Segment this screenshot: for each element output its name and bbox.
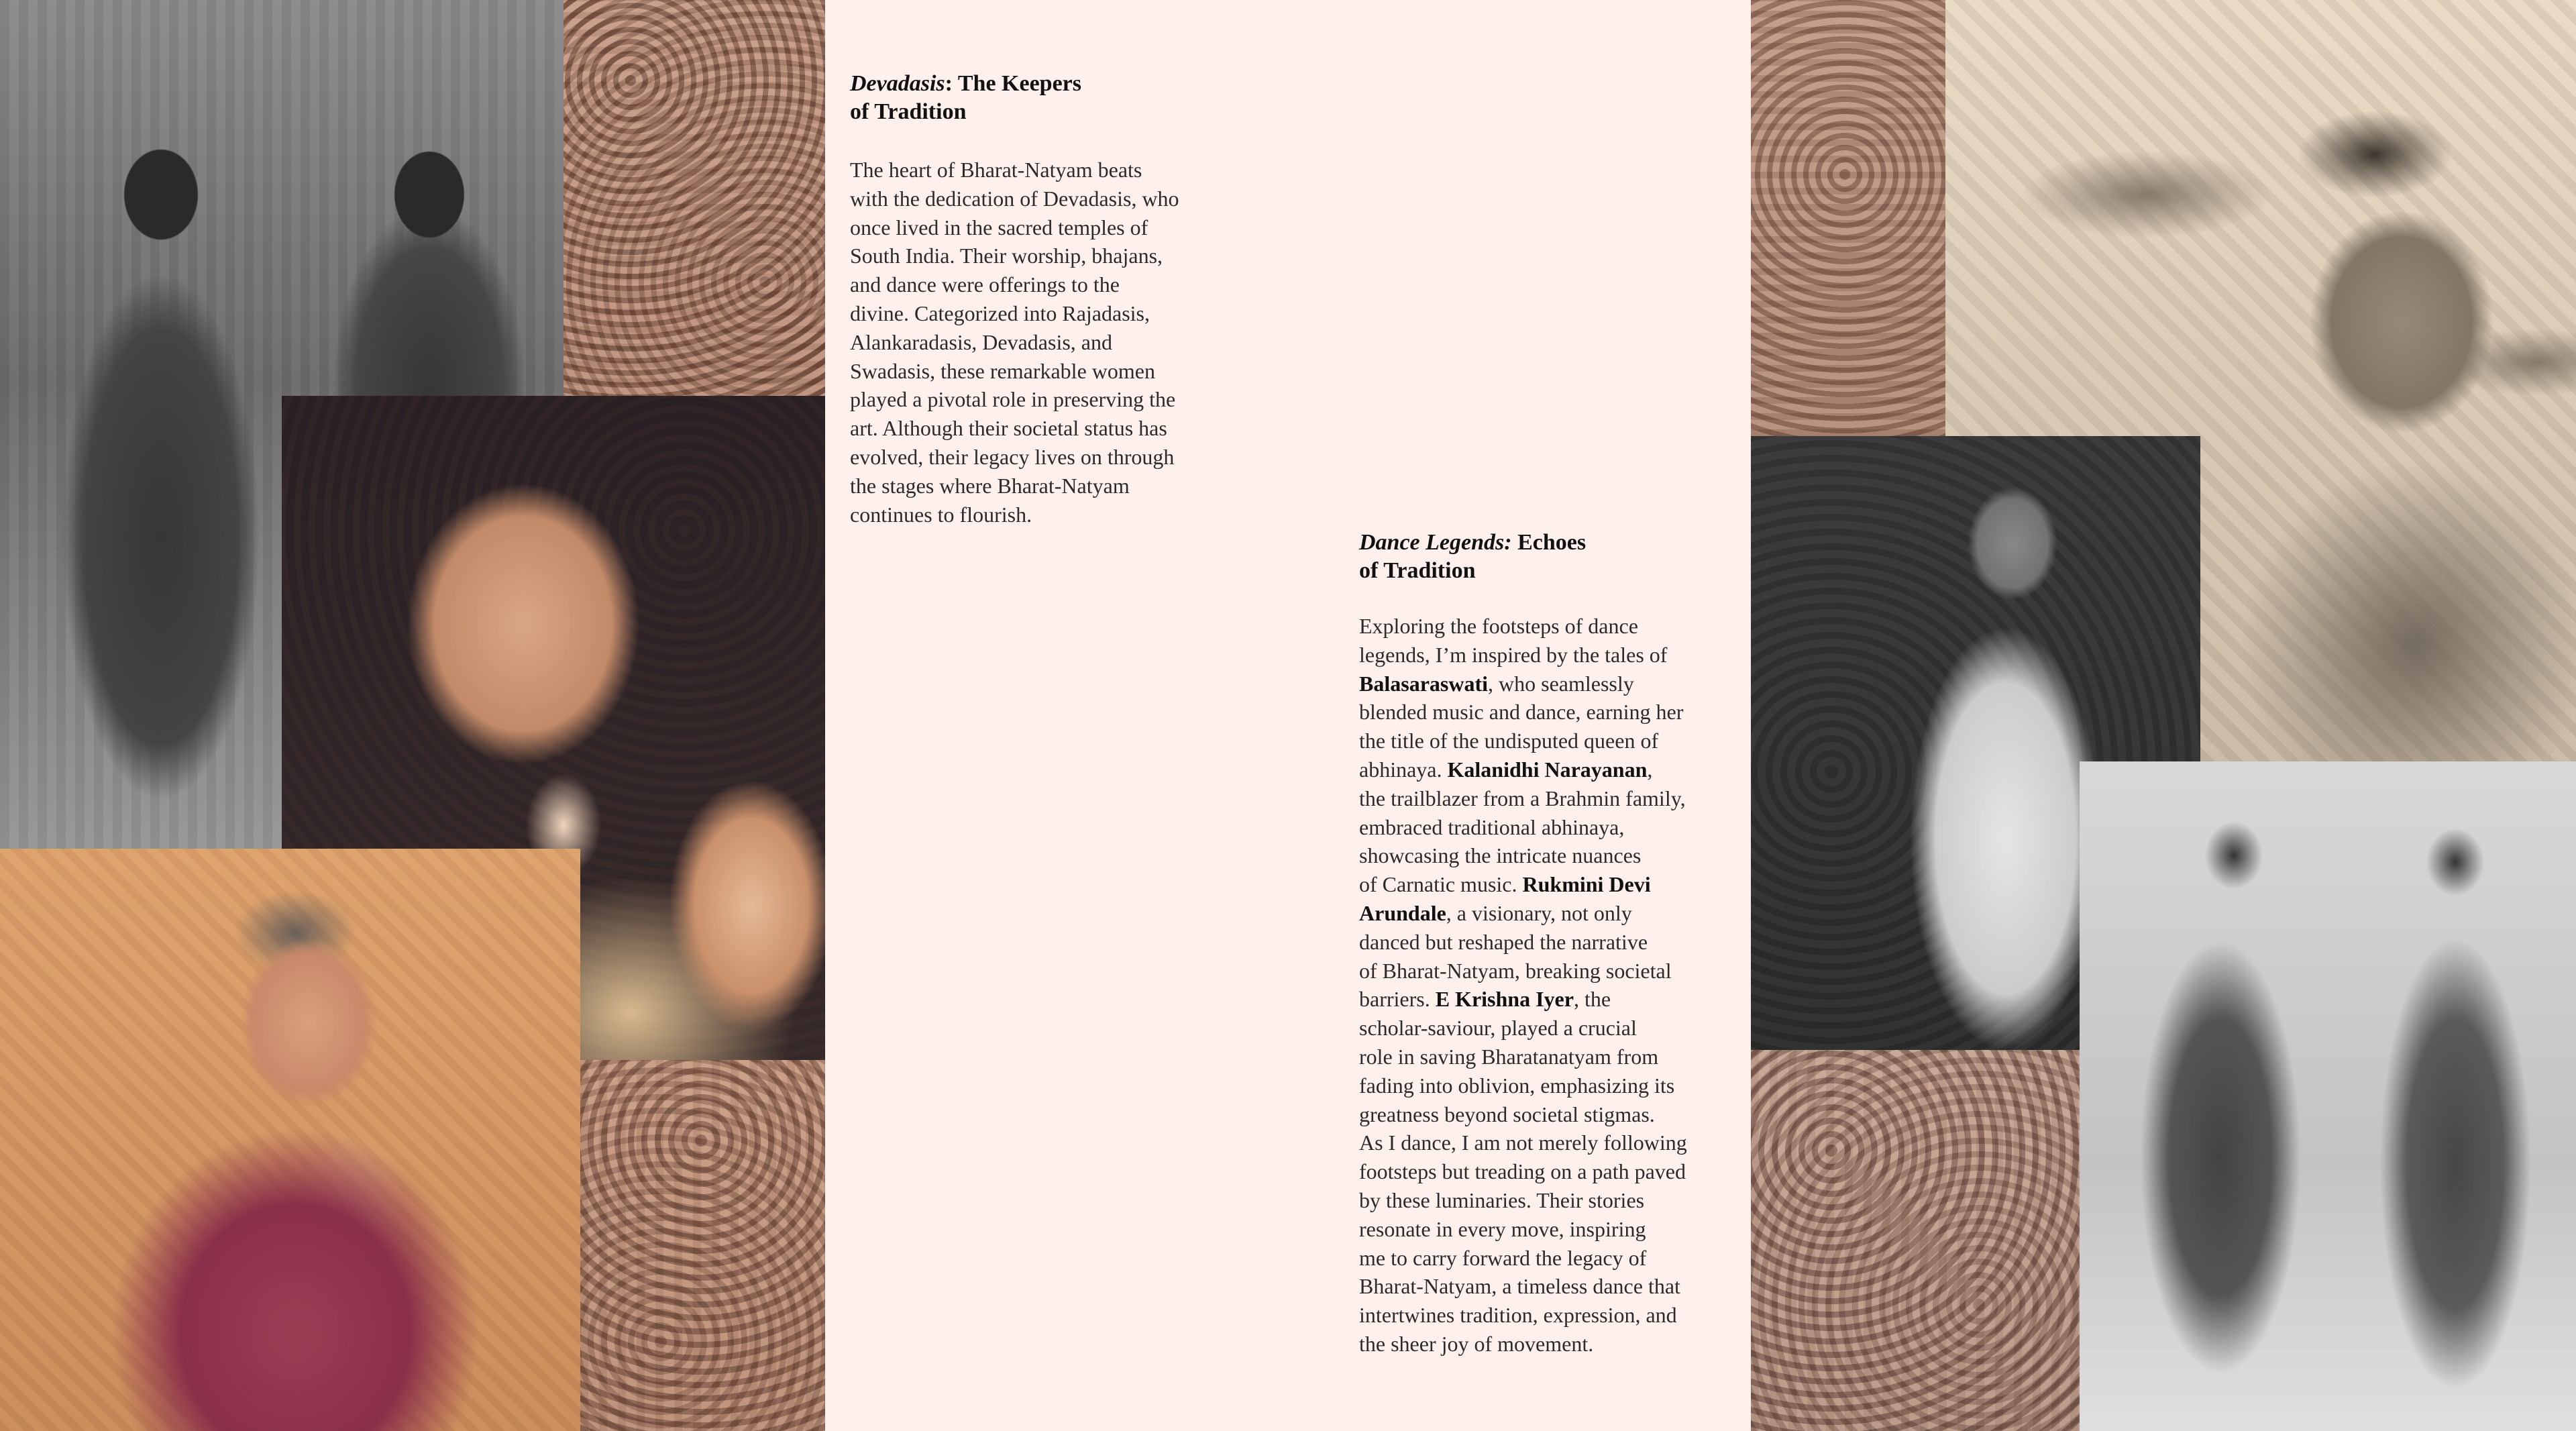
heading-italic: Dance Legends: <box>1359 530 1512 555</box>
paragraph-line: Alankaradasis, Devadasis, and <box>850 329 1112 354</box>
legend-name-arundale: Arundale <box>1359 900 1446 925</box>
paragraph-line <box>1359 899 1748 928</box>
paragraph-line: with the dedication of Devadasis, who <box>850 186 1179 211</box>
paragraph-line: the title of the undisputed queen of <box>1359 729 1659 753</box>
paragraph-line: the stages where Bharat-Natyam <box>850 473 1130 498</box>
elder-dancer-photo <box>0 849 580 1431</box>
devadasis-paragraph <box>850 156 1239 529</box>
heading-text: of Tradition <box>1359 558 1476 583</box>
paragraph-line <box>1359 985 1748 1014</box>
paragraph-line: scholar-saviour, played a crucial <box>1359 1016 1637 1041</box>
paragraph-line: me to carry forward the legacy of <box>1359 1245 1647 1270</box>
devadasis-heading <box>850 70 1199 126</box>
paragraph-line: of Bharat-Natyam, breaking societal <box>1359 958 1672 983</box>
paragraph-line: footsteps but treading on a path paved <box>1359 1159 1686 1184</box>
heading-text: of Tradition <box>850 99 967 124</box>
paragraph-line: The heart of Bharat-Natyam beats <box>850 158 1142 182</box>
paragraph-line: Exploring the footsteps of dance <box>1359 614 1638 638</box>
left-photo-collage <box>0 0 825 1431</box>
two-dancers-vintage-photo <box>2080 761 2576 1431</box>
legends-paragraph <box>1359 612 1748 1359</box>
legend-name-kalanidhi-narayanan: Kalanidhi Narayanan <box>1447 757 1648 782</box>
line-text: , a visionary, not only <box>1446 900 1632 925</box>
paragraph-line: continues to flourish. <box>850 502 1032 527</box>
paragraph-line: fading into oblivion, emphasizing its <box>1359 1073 1675 1098</box>
paragraph-line: blended music and dance, earning her <box>1359 700 1684 725</box>
paragraph-line: the sheer joy of movement. <box>1359 1331 1594 1356</box>
paragraph-line: Bharat-Natyam, a timeless dance that <box>1359 1274 1680 1299</box>
temple-carving-image <box>580 1060 825 1431</box>
line-text: , who seamlessly <box>1488 671 1634 696</box>
right-photo-collage <box>1751 0 2576 1431</box>
legend-name-rukmini-devi: Rukmini Devi <box>1522 872 1651 897</box>
paragraph-line <box>1359 870 1748 899</box>
paragraph-line: divine. Categorized into Rajadasis, <box>850 301 1150 325</box>
paragraph-line: by these luminaries. Their stories <box>1359 1187 1645 1212</box>
paragraph-line: greatness beyond societal stigmas. <box>1359 1102 1655 1126</box>
paragraph-line <box>1359 755 1748 784</box>
heading-italic: Devadasis <box>850 71 945 96</box>
paragraph-line <box>1359 670 1748 698</box>
temple-carving-image <box>1751 1050 2080 1431</box>
paragraph-line: evolved, their legacy lives on through <box>850 444 1175 469</box>
temple-carving-image <box>564 0 825 403</box>
line-text: abhinaya. <box>1359 757 1448 782</box>
temple-carving-image <box>1751 0 1945 436</box>
legends-heading <box>1359 529 1708 585</box>
line-text: of Carnatic music. <box>1359 872 1523 897</box>
paragraph-line: resonate in every move, inspiring <box>1359 1216 1646 1241</box>
paragraph-line: embraced traditional abhinaya, <box>1359 814 1625 839</box>
heading-text: Echoes <box>1511 530 1587 555</box>
paragraph-line: once lived in the sacred temples of <box>850 215 1148 240</box>
paragraph-line: showcasing the intricate nuances <box>1359 843 1642 868</box>
paragraph-line: danced but reshaped the narrative <box>1359 929 1648 954</box>
legend-name-e-krishna-iyer: E Krishna Iyer <box>1435 987 1574 1012</box>
paragraph-line: played a pivotal role in preserving the <box>850 387 1176 412</box>
paragraph-line: role in saving Bharatanatyam from <box>1359 1044 1659 1069</box>
paragraph-line: Swadasis, these remarkable women <box>850 358 1155 383</box>
line-text: , <box>1647 757 1653 782</box>
paragraph-line: and dance were offerings to the <box>850 272 1120 297</box>
heading-text: : The Keepers <box>945 71 1081 96</box>
line-text: , the <box>1573 987 1611 1012</box>
paragraph-line: the trailblazer from a Brahmin family, <box>1359 786 1686 810</box>
paragraph-line: art. Although their societal status has <box>850 416 1167 441</box>
paragraph-line: South India. Their worship, bhajans, <box>850 244 1163 268</box>
paragraph-line: legends, I’m inspired by the tales of <box>1359 642 1668 667</box>
legend-name-balasaraswati: Balasaraswati <box>1359 671 1488 696</box>
paragraph-line: As I dance, I am not merely following <box>1359 1130 1687 1155</box>
line-text: barriers. <box>1359 987 1436 1012</box>
paragraph-line: intertwines tradition, expression, and <box>1359 1303 1677 1328</box>
